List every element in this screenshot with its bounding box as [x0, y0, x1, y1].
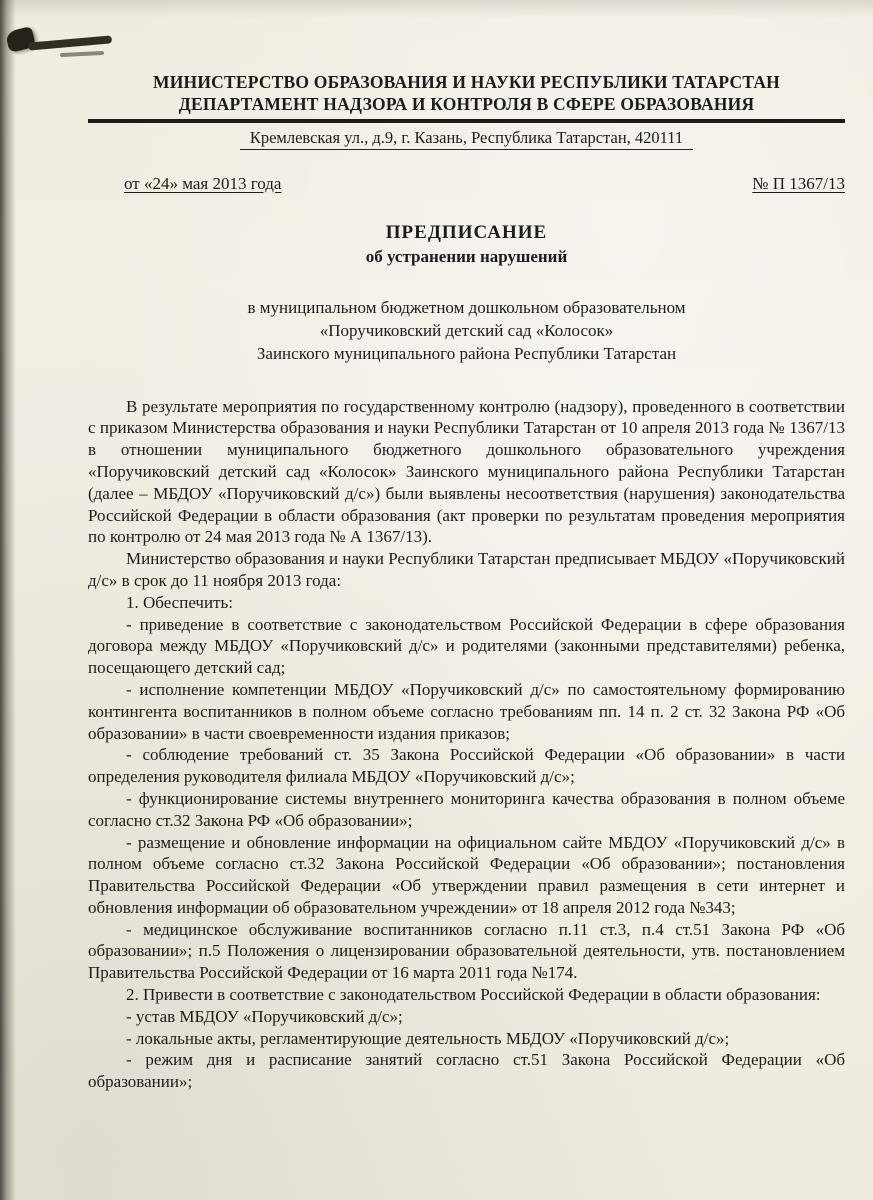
ministry-name: МИНИСТЕРСТВО ОБРАЗОВАНИЯ И НАУКИ РЕСПУБЛИКИ ТАТАРСТАН [152, 72, 780, 92]
body-item-2-2: - локальные акты, регламентирующие деятельность МБДОУ «Поручиковский д/с»; [126, 1028, 730, 1048]
body-paragraph-intro: В результате мероприятия по государственному контролю (надзору), проведенного в соответствии с приказом Министерства образования и науки Республики Татарстан от 10 апреля 2013 года № 1367/13 в отношении муниципального бюджетного дошкольного образовательного учреждения «Поручиковский детский сад «Колосок» Заинского муниципального района Республики Татарстан (далее – МБДОУ «Поручиковский д/с») были выявлены несоответствия (нарушения) законодательства Российской Федерации в области образования (акт проверки по результатам проведения мероприятия по контролю от 24 мая 2013 года № А 1367/13). [88, 396, 845, 547]
body-item-1-3: - соблюдение требований ст. 35 Закона Российской Федерации «Об образовании» в части определения руководителя филиала МБДОУ «Поручиковский д/с»; [88, 745, 845, 787]
body-paragraph-order: Министерство образования и науки Республики Татарстан предписывает МБДОУ «Поручиковский д/с» в срок до 11 ноября 2013 года: [88, 549, 845, 590]
body-item-1-4: - функционирование системы внутреннего мониторинга качества образования в полном объеме согласно ст.32 Закона РФ «Об образовании»; [88, 788, 845, 830]
body-item-1-heading: 1. Обеспечить: [126, 592, 233, 612]
body-item-1-2: - исполнение компетенции МБДОУ «Поручиковский д/с» по самостоятельному формированию контингента воспитанников в полном объеме согласно требованиям пп. 14 п. 2 ст. 32 Закона РФ «Об образовании» в части своевременности издания приказов; [88, 679, 845, 743]
letterhead-rule [88, 119, 845, 123]
document-content [88, 72, 845, 1093]
document-number: № П 1367/13 [752, 173, 845, 193]
scan-corner-faint-streak [60, 51, 104, 57]
document-meta-row [88, 174, 845, 194]
document-letterhead [88, 72, 845, 116]
body-item-2-3: - режим дня и расписание занятий согласно ст.51 Закона Российской Федерации «Об образовании»; [88, 1050, 845, 1092]
letterhead-address-row [88, 128, 845, 150]
department-name: ДЕПАРТАМЕНТ НАДЗОРА И КОНТРОЛЯ В СФЕРЕ ОБРАЗОВАНИЯ [178, 93, 755, 114]
scan-left-edge-artifact [0, 0, 16, 1200]
document-title: ПРЕДПИСАНИЕ [385, 221, 548, 243]
body-item-2-heading: 2. Привести в соответствие с законодательством Российской Федерации в области образования: [126, 985, 821, 1005]
scan-corner-streak-mark [28, 35, 112, 50]
addressee-line-1: в муниципальном бюджетном дошкольном образовательном [247, 297, 686, 317]
document-body [88, 396, 845, 1094]
body-item-1-1: - приведение в соответствие с законодательством Российской Федерации в сфере образования договора между МБДОУ «Поручиковский д/с» и родителями (законными представителями) ребенка, посещающего детский сад; [88, 614, 845, 678]
addressee-line-3: Заинского муниципального района Республики Татарстан [256, 343, 677, 363]
addressee-block [88, 297, 845, 366]
letterhead-address: Кремлевская ул., д.9, г. Казань, Республика Татарстан, 420111 [240, 128, 693, 150]
document-date: от «24» мая 2013 года [124, 173, 282, 193]
body-item-1-6: - медицинское обслуживание воспитанников согласно п.11 ст.3, п.4 ст.51 Закона РФ «Об образовании»; п.5 Положения о лицензировании образовательной деятельности, утв. постановлением Правительства Российской Федерации от 16 марта 2011 года №174. [88, 919, 845, 983]
body-item-1-5: - размещение и обновление информации на официальном сайте МБДОУ «Поручиковский д/с» в полном объеме согласно ст.32 Закона Российской Федерации «Об образовании»; постановления Правительства Российской Федерации «Об утверждении правил размещения в сети интернет и обновления информации об образовательном учреждении» от 18 апреля 2012 года №343; [88, 832, 845, 917]
document-subtitle: об устранении нарушений [365, 246, 568, 266]
body-item-2-1: - устав МБДОУ «Поручиковский д/с»; [126, 1006, 403, 1026]
addressee-line-2: «Поручиковский детский сад «Колосок» [319, 320, 614, 340]
